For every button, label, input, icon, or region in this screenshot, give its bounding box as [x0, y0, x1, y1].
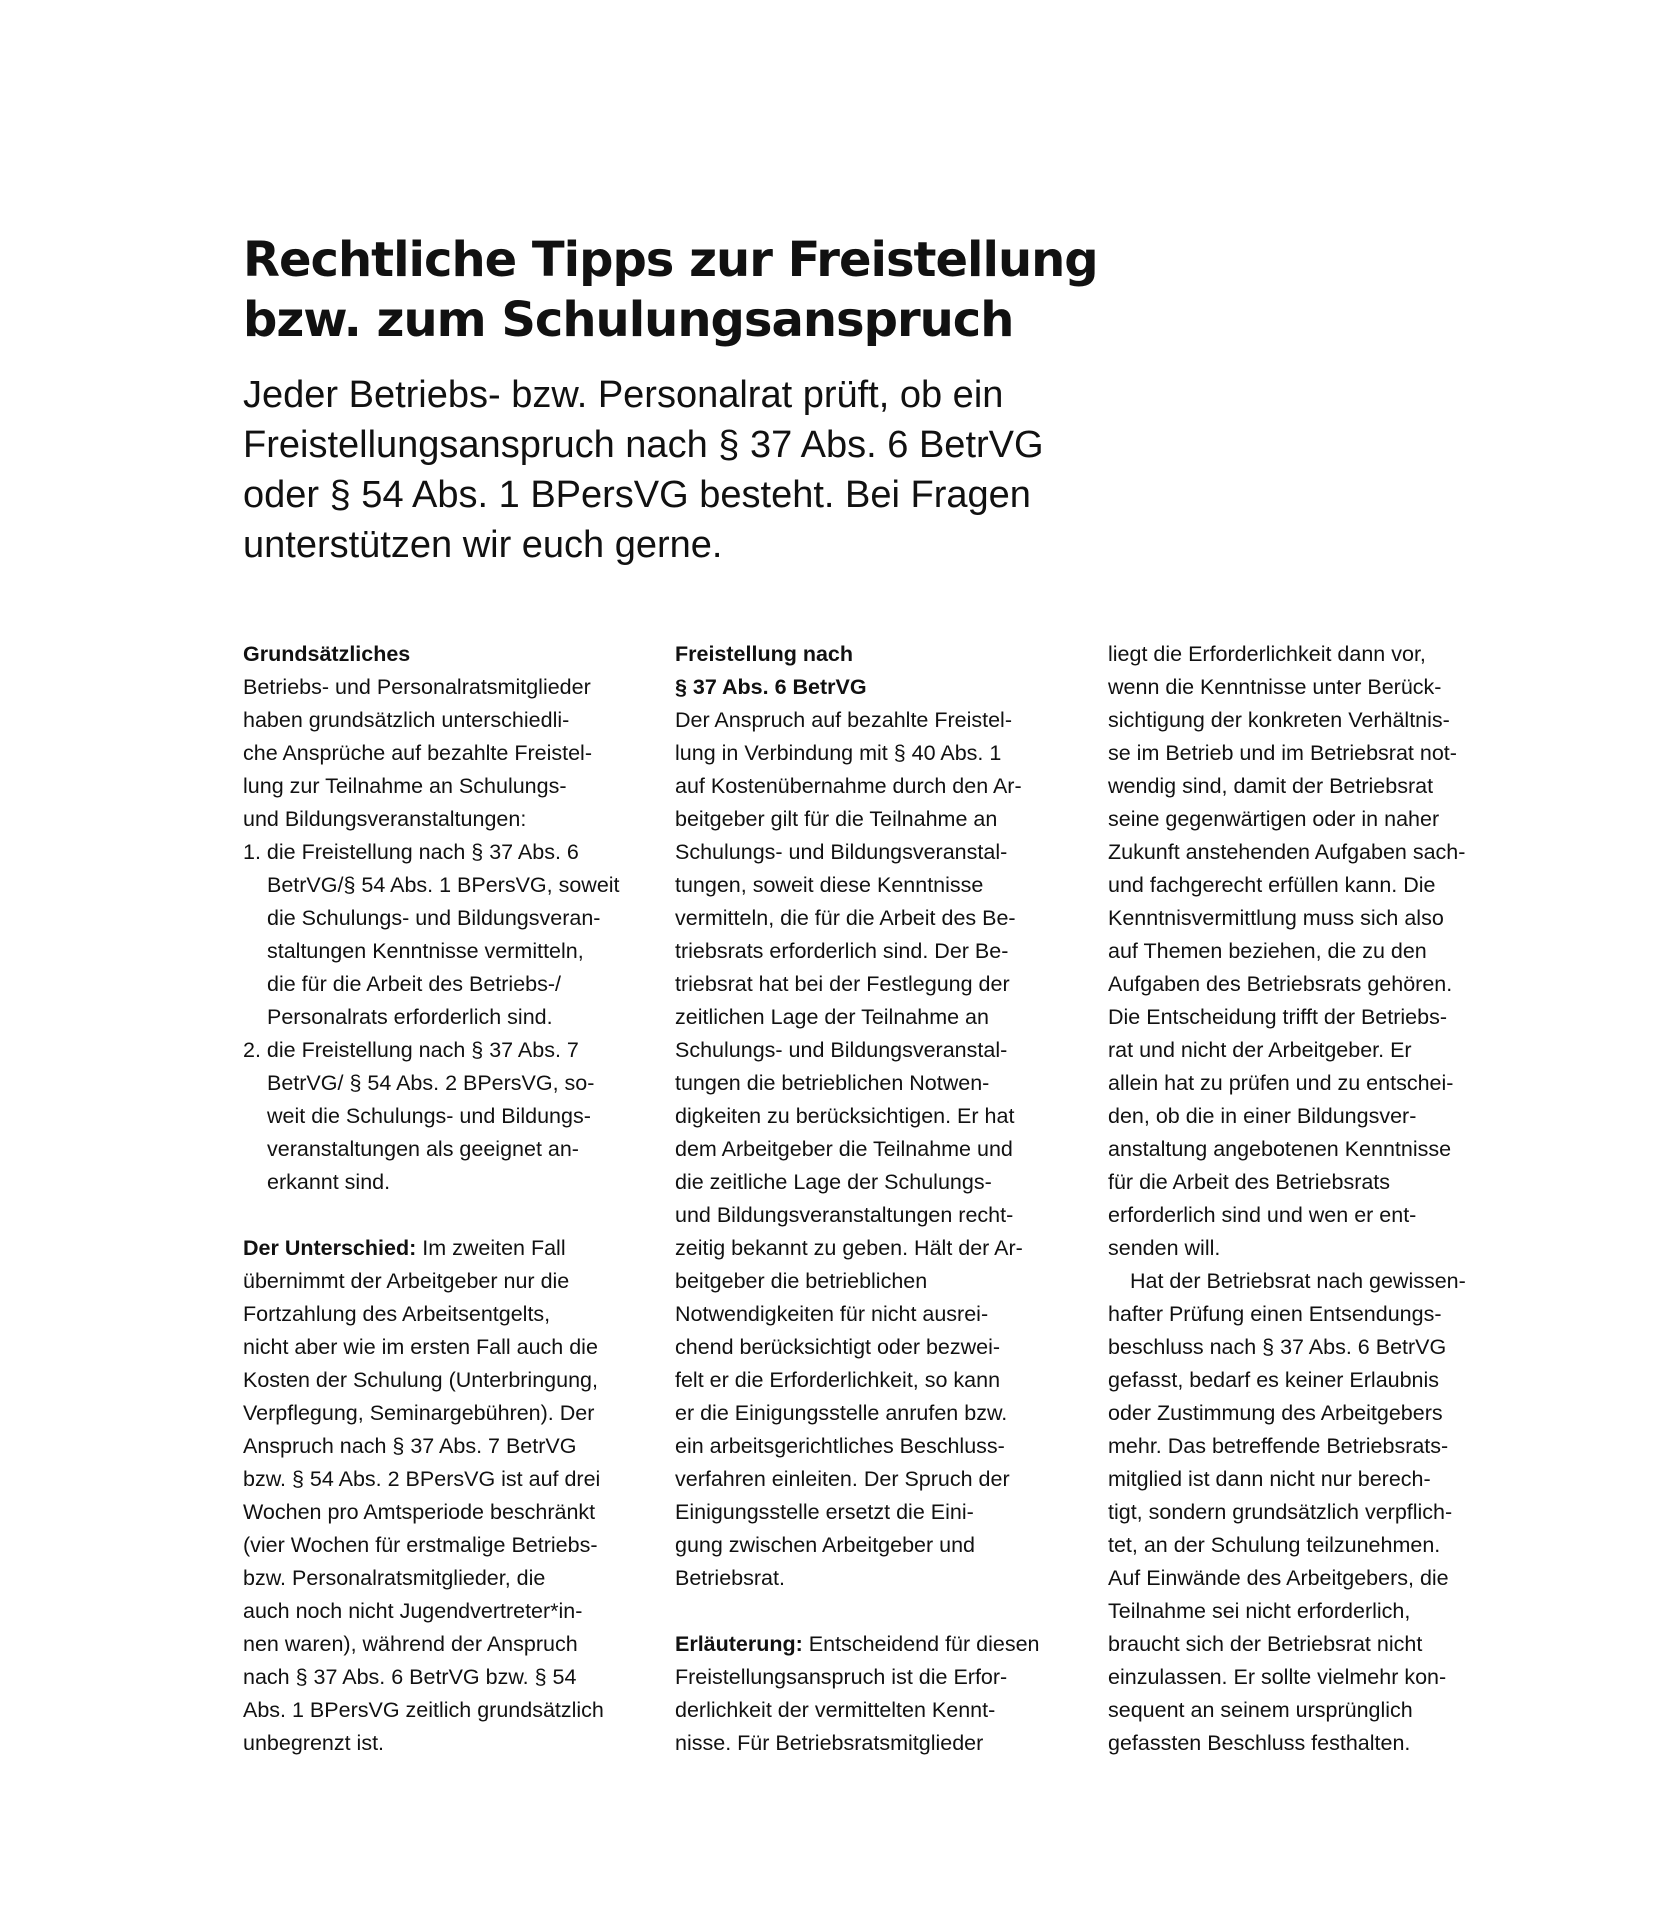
text-line: weit die Schulungs- und Bildungs- — [267, 1104, 591, 1128]
text-line: 2. die Freistellung nach § 37 Abs. 7 — [243, 1038, 579, 1062]
text-line: seine gegenwärtigen oder in naher — [1108, 807, 1440, 831]
text-line: se im Betrieb und im Betriebsrat not- — [1108, 741, 1457, 765]
body-paragraph — [1108, 1265, 1548, 1760]
lead-line: oder § 54 Abs. 1 BPersVG besteht. Bei Fragen — [243, 474, 1031, 516]
text-line: wenn die Kenntnisse unter Berück- — [1108, 675, 1442, 699]
text-line: allein hat zu prüfen und zu entschei- — [1108, 1071, 1454, 1095]
text-line: tungen die betrieblichen Notwen- — [675, 1071, 990, 1095]
text-line: beitgeber gilt für die Teilnahme an — [675, 807, 998, 831]
text-line: Fortzahlung des Arbeitsentgelts, — [243, 1302, 551, 1326]
text-line: che Ansprüche auf bezahlte Freistel- — [243, 741, 592, 765]
text-line: Verpflegung, Seminargebühren). Der — [243, 1401, 595, 1425]
text-line: übernimmt der Arbeitgeber nur die — [243, 1269, 570, 1293]
text-line: Einigungsstelle ersetzt die Eini- — [675, 1500, 974, 1524]
text-line: die für die Arbeit des Betriebs-/ — [267, 972, 561, 996]
text-line: nen waren), während der Anspruch — [243, 1632, 578, 1656]
text-line: die Schulungs- und Bildungsveran- — [267, 906, 601, 930]
text-line: Kenntnisvermittlung muss sich also — [1108, 906, 1444, 930]
text-line: Der Anspruch auf bezahlte Freistel- — [675, 708, 1012, 732]
text-line: die zeitliche Lage der Schulungs- — [675, 1170, 992, 1194]
text-line: staltungen Kenntnisse vermitteln, — [267, 939, 584, 963]
text-line: felt er die Erforderlichkeit, so kann — [675, 1368, 1001, 1392]
text-line: triebsrats erforderlich sind. Der Be- — [675, 939, 1009, 963]
text-line: zeitig bekannt zu geben. Hält der Ar- — [675, 1236, 1023, 1260]
text-line: Abs. 1 BPersVG zeitlich grundsätzlich — [243, 1698, 604, 1722]
text-line: lung zur Teilnahme an Schulungs- — [243, 774, 567, 798]
inline-label: Erläuterung: — [675, 1632, 803, 1656]
text-line: BetrVG/ § 54 Abs. 2 BPersVG, so- — [267, 1071, 595, 1095]
text-line: anstaltung angebotenen Kenntnisse — [1108, 1137, 1452, 1161]
text-line: ein arbeitsgerichtliches Beschluss- — [675, 1434, 1005, 1458]
text-line: Schulungs- und Bildungsveranstal- — [675, 840, 1008, 864]
section-heading: § 37 Abs. 6 BetrVG — [675, 675, 867, 699]
text-line: triebsrat hat bei der Festlegung der — [675, 972, 1010, 996]
page-title — [243, 230, 1143, 350]
text-line: tet, an der Schulung teilzunehmen. — [1108, 1533, 1441, 1557]
text-line: wendig sind, damit der Betriebsrat — [1108, 774, 1434, 798]
text-line: zeitlichen Lage der Teilnahme an — [675, 1005, 989, 1029]
text-line: chend berücksichtigt oder bezwei- — [675, 1335, 1001, 1359]
text-line: nicht aber wie im ersten Fall auch die — [243, 1335, 598, 1359]
body-paragraph — [1108, 638, 1548, 1265]
list-item — [243, 836, 683, 1034]
text-line: Personalrats erforderlich sind. — [267, 1005, 553, 1029]
text-line: dem Arbeitgeber die Teilnahme und — [675, 1137, 1013, 1161]
paragraph-gap — [243, 1199, 683, 1232]
text-line: liegt die Erforderlichkeit dann vor, — [1108, 642, 1426, 666]
text-line: braucht sich der Betriebsrat nicht — [1108, 1632, 1423, 1656]
text-line: hafter Prüfung einen Entsendungs- — [1108, 1302, 1442, 1326]
text-line: Notwendigkeiten für nicht ausrei- — [675, 1302, 989, 1326]
text-line: sequent an seinem ursprünglich — [1108, 1698, 1413, 1722]
text-line: haben grundsätzlich unterschiedli- — [243, 708, 570, 732]
text-line: Freistellungsanspruch ist die Erfor- — [675, 1665, 1008, 1689]
title-line: Rechtliche Tipps zur Freistellung — [243, 232, 1098, 288]
lead-line: Freistellungsanspruch nach § 37 Abs. 6 BetrVG — [243, 424, 1044, 466]
text-line: auch noch nicht Jugendvertreter*in- — [243, 1599, 583, 1623]
text-line: nisse. Für Betriebsratsmitglieder — [675, 1731, 984, 1755]
list-item — [243, 1034, 683, 1199]
text-line: Schulungs- und Bildungsveranstal- — [675, 1038, 1008, 1062]
text-line: erforderlich sind und wen er ent- — [1108, 1203, 1417, 1227]
text-line: Die Entscheidung trifft der Betriebs- — [1108, 1005, 1447, 1029]
text-line: beschluss nach § 37 Abs. 6 BetrVG — [1108, 1335, 1447, 1359]
text-line: tigt, sondern grundsätzlich verpflich- — [1108, 1500, 1453, 1524]
section-heading: Grundsätzliches — [243, 642, 411, 666]
text-line: Zukunft anstehenden Aufgaben sach- — [1108, 840, 1466, 864]
text-line: mehr. Das betreffende Betriebsrats- — [1108, 1434, 1449, 1458]
text-line: den, ob die in einer Bildungsver- — [1108, 1104, 1417, 1128]
lead-paragraph — [243, 370, 1143, 570]
erlaeuterung-paragraph — [675, 1628, 1115, 1760]
text-line — [243, 1232, 683, 1265]
lead-line: Jeder Betriebs- bzw. Personalrat prüft, ob ein — [243, 374, 1004, 416]
column-continuation — [1108, 638, 1548, 1760]
column-freistellung — [675, 638, 1115, 1760]
text-line: gefasst, bedarf es keiner Erlaubnis — [1108, 1368, 1440, 1392]
text-line: Kosten der Schulung (Unterbringung, — [243, 1368, 598, 1392]
text-line: digkeiten zu berücksichtigen. Er hat — [675, 1104, 1015, 1128]
section-heading: Freistellung nach — [675, 642, 854, 666]
text-line: gefassten Beschluss festhalten. — [1108, 1731, 1411, 1755]
text-line: Anspruch nach § 37 Abs. 7 BetrVG — [243, 1434, 577, 1458]
text-line: und Bildungsveranstaltungen recht- — [675, 1203, 1014, 1227]
text-line: sichtigung der konkreten Verhältnis- — [1108, 708, 1450, 732]
text-line: rat und nicht der Arbeitgeber. Er — [1108, 1038, 1412, 1062]
column-grundsaetzliches — [243, 638, 683, 1760]
text-line: oder Zustimmung des Arbeitgebers — [1108, 1401, 1443, 1425]
intro-paragraph — [243, 671, 683, 836]
text-line: vermitteln, die für die Arbeit des Be- — [675, 906, 1016, 930]
text-line: Betriebsrat. — [675, 1566, 785, 1590]
text-line: senden will. — [1108, 1236, 1221, 1260]
text-line: Hat der Betriebsrat nach gewissen- — [1130, 1269, 1466, 1293]
text-line — [675, 1628, 1115, 1661]
title-line: bzw. zum Schulungsanspruch — [243, 292, 1014, 348]
lead-line: unterstützen wir euch gerne. — [243, 524, 723, 566]
text-line: derlichkeit der vermittelten Kennt- — [675, 1698, 996, 1722]
text-line: Auf Einwände des Arbeitgebers, die — [1108, 1566, 1449, 1590]
text-line: auf Themen beziehen, die zu den — [1108, 939, 1427, 963]
text-line: 1. die Freistellung nach § 37 Abs. 6 — [243, 840, 579, 864]
text-line: Betriebs- und Personalratsmitglieder — [243, 675, 591, 699]
text-line: und Bildungsveranstaltungen: — [243, 807, 527, 831]
text-line: nach § 37 Abs. 6 BetrVG bzw. § 54 — [243, 1665, 577, 1689]
text-line: veranstaltungen als geeignet an- — [267, 1137, 579, 1161]
text-line: bzw. § 54 Abs. 2 BPersVG ist auf drei — [243, 1467, 601, 1491]
text-line: erkannt sind. — [267, 1170, 391, 1194]
text-line: auf Kostenübernahme durch den Ar- — [675, 774, 1022, 798]
text-line: für die Arbeit des Betriebsrats — [1108, 1170, 1391, 1194]
inline-text: Entscheidend für diesen — [802, 1632, 1040, 1656]
text-line: BetrVG/§ 54 Abs. 1 BPersVG, soweit — [267, 873, 620, 897]
text-line: gung zwischen Arbeitgeber und — [675, 1533, 976, 1557]
text-line: er die Einigungsstelle anrufen bzw. — [675, 1401, 1008, 1425]
inline-text: Im zweiten Fall — [416, 1236, 566, 1260]
text-line: (vier Wochen für erstmalige Betriebs- — [243, 1533, 598, 1557]
text-line: bzw. Personalratsmitglieder, die — [243, 1566, 546, 1590]
text-line: mitglied ist dann nicht nur berech- — [1108, 1467, 1431, 1491]
text-line: beitgeber die betrieblichen — [675, 1269, 928, 1293]
paragraph-gap — [675, 1595, 1115, 1628]
text-line: unbegrenzt ist. — [243, 1731, 385, 1755]
unterschied-paragraph — [243, 1232, 683, 1760]
text-line: und fachgerecht erfüllen kann. Die — [1108, 873, 1436, 897]
text-line: Aufgaben des Betriebsrats gehören. — [1108, 972, 1453, 996]
body-paragraph — [675, 704, 1115, 1595]
text-line: tungen, soweit diese Kenntnisse — [675, 873, 984, 897]
text-line: Wochen pro Amtsperiode beschränkt — [243, 1500, 596, 1524]
text-line: verfahren einleiten. Der Spruch der — [675, 1467, 1010, 1491]
text-line: lung in Verbindung mit § 40 Abs. 1 — [675, 741, 1002, 765]
inline-label: Der Unterschied: — [243, 1236, 417, 1260]
text-line: Teilnahme sei nicht erforderlich, — [1108, 1599, 1411, 1623]
text-line: einzulassen. Er sollte vielmehr kon- — [1108, 1665, 1447, 1689]
